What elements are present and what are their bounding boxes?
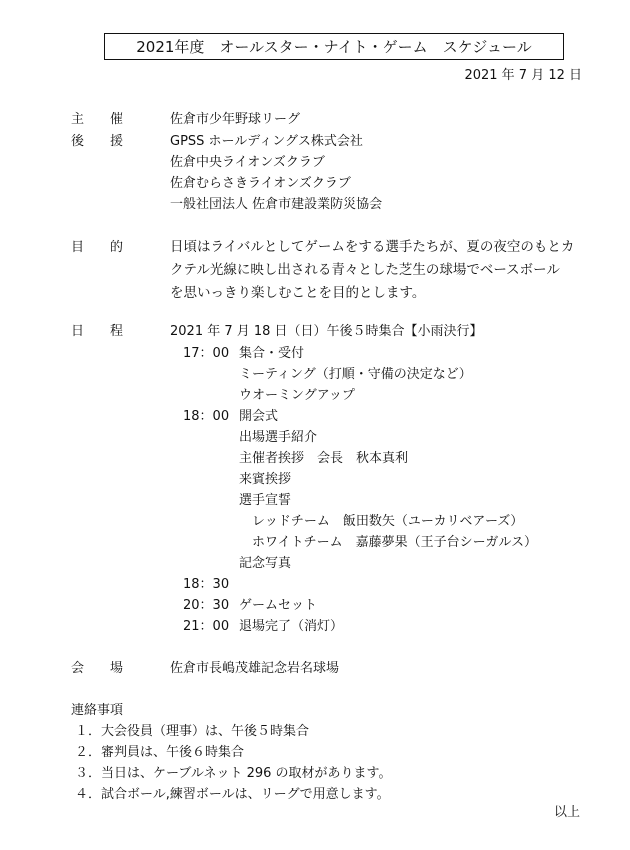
purpose-line: を思いっきり楽しむことを目的とします。 — [170, 285, 426, 301]
schedule-headline: 2021 年 7 月 18 日（日）午後５時集合【小雨決行】 — [170, 324, 483, 339]
schedule-event: 集合・受付 — [239, 346, 305, 361]
schedule-time: 18：30 — [183, 577, 230, 592]
schedule-time: 17：00 — [183, 346, 230, 361]
purpose-label: 目 的 — [71, 240, 124, 255]
sponsor-item: GPSS ホールディングス株式会社 — [170, 134, 363, 149]
notes-heading: 連絡事項 — [71, 703, 124, 718]
document-date: 2021 年 7 月 12 日 — [464, 68, 582, 83]
closing-text: 以上 — [553, 805, 580, 820]
note-item: ４．試合ボール,練習ボールは、リーグで用意します。 — [75, 787, 390, 802]
schedule-event: レッドチーム 飯田数矢（ユーカリベアーズ） — [252, 514, 524, 529]
schedule-event: ウオーミングアップ — [239, 388, 355, 403]
schedule-event: 主催者挨拶 会長 秋本真利 — [239, 451, 409, 466]
schedule-label: 日 程 — [71, 324, 124, 339]
note-item: ２．審判員は、午後６時集合 — [75, 745, 245, 760]
schedule-event: ゲームセット — [239, 598, 318, 613]
title-box — [104, 33, 564, 60]
sponsor-item: 佐倉むらさきライオンズクラブ — [170, 176, 351, 191]
schedule-time: 21：00 — [183, 619, 230, 634]
schedule-event: 出場選手紹介 — [239, 430, 318, 445]
schedule-event: 選手宣誓 — [239, 493, 292, 508]
organizer-value: 佐倉市少年野球リーグ — [170, 112, 301, 127]
venue-value: 佐倉市長嶋茂雄記念岩名球場 — [170, 661, 340, 676]
schedule-time: 18：00 — [183, 409, 230, 424]
sponsor-item: 一般社団法人 佐倉市建設業防災協会 — [170, 197, 383, 212]
schedule-event: 退場完了（消灯） — [239, 619, 344, 634]
venue-label: 会 場 — [71, 661, 124, 676]
schedule-event: 開会式 — [239, 409, 279, 424]
sponsors-label: 後 援 — [71, 134, 124, 149]
sponsor-item: 佐倉中央ライオンズクラブ — [170, 155, 325, 170]
purpose-line: 日頃はライバルとしてゲームをする選手たちが、夏の夜空のもとカ — [170, 239, 575, 255]
purpose-line: クテル光線に映し出される青々とした芝生の球場でベースボール — [170, 262, 560, 278]
note-item: １．大会役員（理事）は、午後５時集合 — [75, 724, 310, 739]
document-title: 2021年度 オールスター・ナイト・ゲーム スケジュール — [136, 38, 532, 56]
schedule-event: ミーティング（打順・守備の決定など） — [239, 367, 472, 382]
note-item: ３．当日は、ケーブルネット 296 の取材があります。 — [75, 766, 392, 781]
schedule-event: 来賓挨拶 — [239, 472, 292, 487]
schedule-event: 記念写真 — [239, 556, 292, 571]
schedule-event: ホワイトチーム 嘉藤夢果（王子台シーガルス） — [252, 535, 537, 550]
schedule-time: 20：30 — [183, 598, 230, 613]
organizer-label: 主 催 — [71, 112, 124, 127]
